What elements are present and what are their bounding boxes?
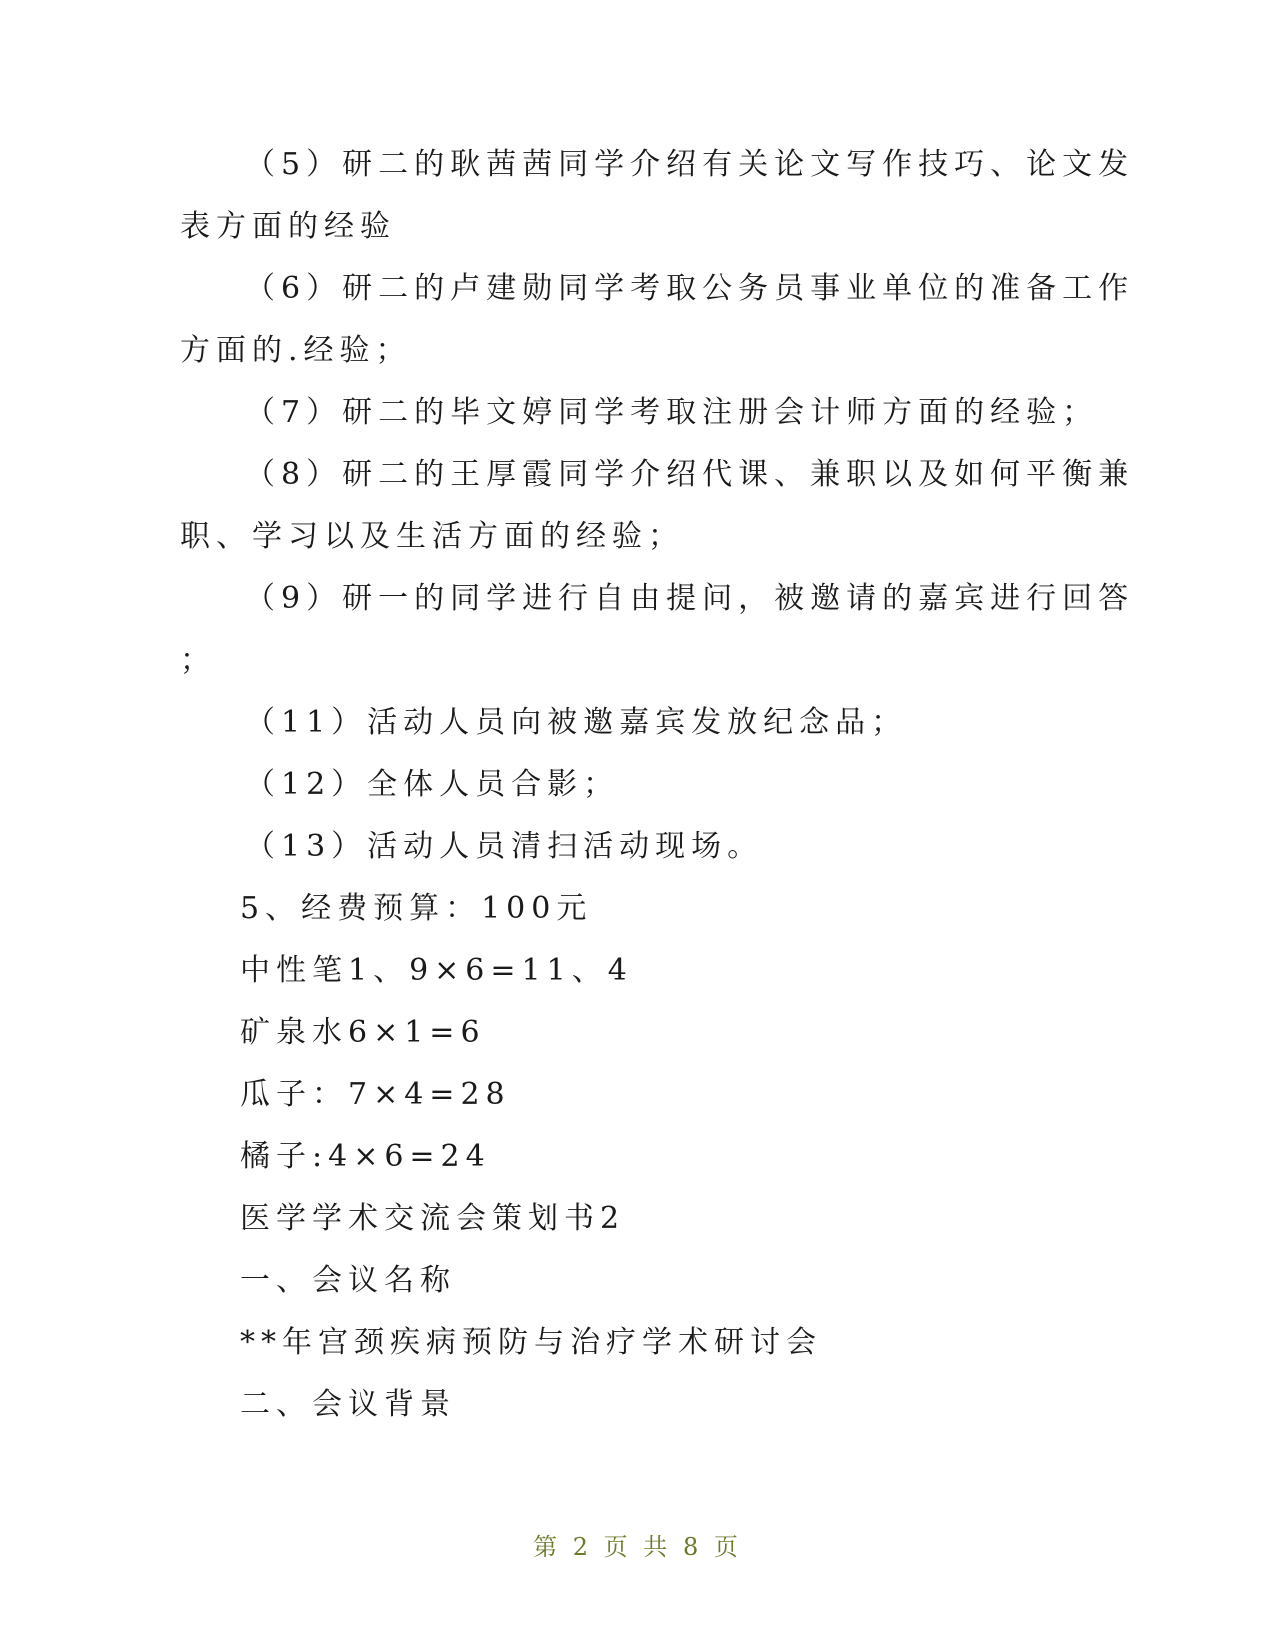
text-line-item5-part1: （5）研二的耿茜茜同学介绍有关论文写作技巧、论文发 bbox=[245, 147, 1135, 182]
text-line-item13: （13）活动人员清扫活动现场。 bbox=[245, 829, 764, 864]
text-line-item7: （7）研二的毕文婷同学考取注册会计师方面的经验； bbox=[245, 395, 1099, 430]
text-line-item6-part1: （6）研二的卢建勋同学考取公务员事业单位的准备工作 bbox=[245, 271, 1135, 306]
text-line-budget-water: 矿泉水6×1=6 bbox=[240, 1015, 486, 1050]
text-line-budget-seeds: 瓜子：7×4=28 bbox=[240, 1077, 511, 1112]
text-line-meeting-name: **年宫颈疾病预防与治疗学术研讨会 bbox=[240, 1325, 822, 1360]
section-title: 医学学术交流会策划书2 bbox=[240, 1201, 626, 1236]
heading-meeting-name: 一、会议名称 bbox=[240, 1263, 456, 1298]
text-line-budget-pens: 中性笔1、9×6=11、4 bbox=[240, 953, 633, 988]
text-line-item8-part1: （8）研二的王厚霞同学介绍代课、兼职以及如何平衡兼 bbox=[245, 457, 1135, 492]
heading-meeting-background: 二、会议背景 bbox=[240, 1387, 456, 1422]
text-line-item9-part1: （9）研一的同学进行自由提问，被邀请的嘉宾进行回答 bbox=[245, 581, 1135, 616]
text-line-item5-part2: 表方面的经验 bbox=[180, 209, 396, 244]
text-line-item12: （12）全体人员合影； bbox=[245, 767, 620, 802]
text-line-item9-part2: ； bbox=[180, 643, 216, 678]
text-line-item11: （11）活动人员向被邀嘉宾发放纪念品； bbox=[245, 705, 908, 740]
text-line-item6-part2: 方面的.经验； bbox=[180, 333, 412, 368]
page-number-footer: 第 2 页 共 8 页 bbox=[533, 1533, 742, 1561]
text-line-budget-oranges: 橘子:4×6=24 bbox=[240, 1139, 491, 1174]
text-line-budget-heading: 5、经费预算：100元 bbox=[240, 891, 593, 926]
text-line-item8-part2: 职、学习以及生活方面的经验； bbox=[180, 519, 684, 554]
